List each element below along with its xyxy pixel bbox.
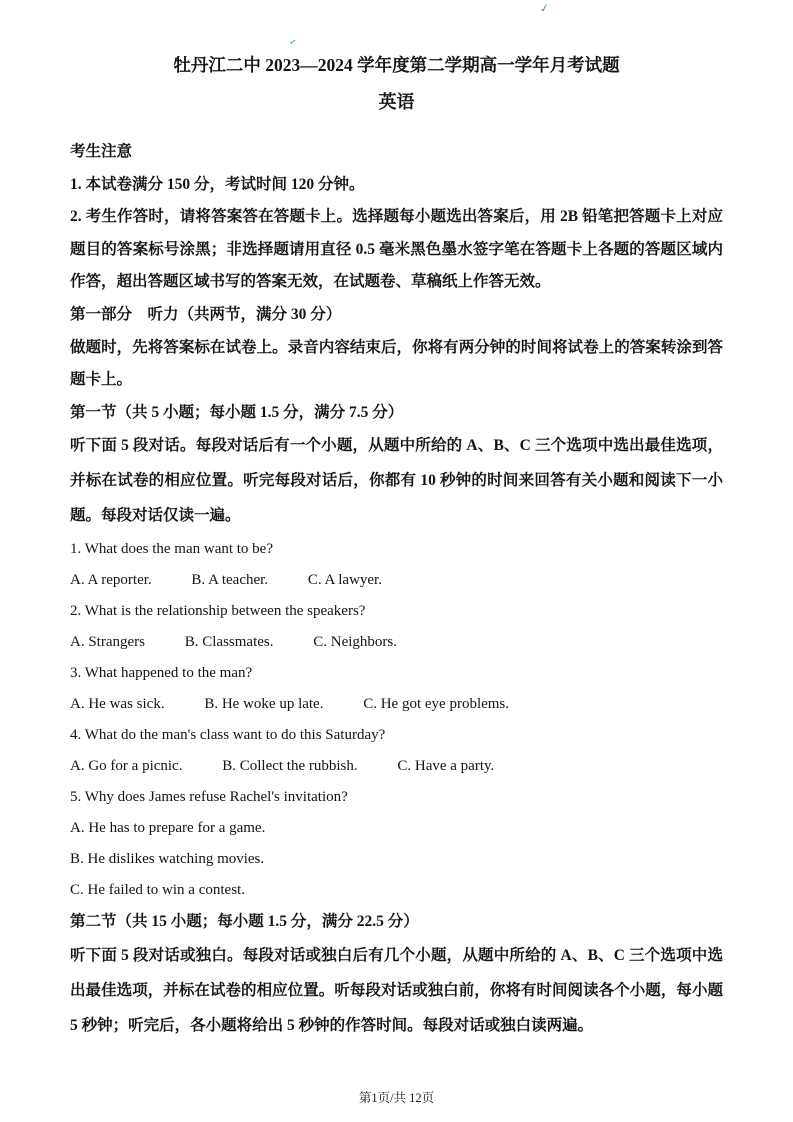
section2-heading: 第二节（共 15 小题；每小题 1.5 分，满分 22.5 分） bbox=[70, 913, 419, 931]
question-2-options bbox=[70, 627, 723, 658]
question-2-option-c: C. Neighbors. bbox=[313, 633, 397, 650]
question-4-options bbox=[70, 751, 723, 782]
question-5-option-b: B. He dislikes watching movies. bbox=[70, 851, 265, 868]
question-5-option-a: A. He has to prepare for a game. bbox=[70, 820, 266, 837]
question-1-text: 1. What does the man want to be? bbox=[70, 540, 273, 557]
question-2-option-b: B. Classmates. bbox=[184, 633, 274, 650]
question-3-options bbox=[70, 689, 723, 720]
question-4-option-a: A. Go for a picnic. bbox=[70, 758, 183, 775]
question-1-options bbox=[70, 565, 723, 596]
question-5-text: 5. Why does James refuse Rachel's invitation? bbox=[70, 789, 348, 806]
notice-item-2: 2. 考生作答时，请将答案答在答题卡上。选择题每小题选出答案后，用 2B 铅笔把答题卡上对应题目的答案标号涂黑；非选择题请用直径 0.5 毫米黑色墨水签字笔在答题卡上各题的答题区域内作答，超出答题区域书写的答案无效，在试题卷、草稿纸上作答无效。 bbox=[70, 208, 723, 291]
question-1-option-a: A. A reporter. bbox=[70, 571, 152, 588]
question-block-4 bbox=[70, 720, 723, 782]
question-block-1 bbox=[70, 534, 723, 596]
question-4-option-c: C. Have a party. bbox=[397, 758, 495, 775]
green-artifact-mark-title: ✓ bbox=[288, 36, 298, 48]
question-block-2 bbox=[70, 596, 723, 658]
part1-note: 做题时，先将答案标在试卷上。录音内容结束后，你将有两分钟的时间将试卷上的答案转涂到答题卡上。 bbox=[70, 338, 723, 389]
section2-instructions: 听下面 5 段对话或独白。每段对话或独白后有几个小题，从题中所给的 A、B、C 三个选项中选出最佳选项，并标在试卷的相应位置。听每段对话或独白前，你将有时间阅读各个小题，每小题 5 秒钟；听完后，各小题将给出 5 秒钟的作答时间。每段对话或独白读两遍。 bbox=[70, 946, 723, 1034]
question-3-option-c: C. He got eye problems. bbox=[363, 696, 510, 713]
question-3-text: 3. What happened to the man? bbox=[70, 664, 253, 681]
question-2-option-a: A. Strangers bbox=[70, 633, 145, 650]
question-4-option-b: B. Collect the rubbish. bbox=[222, 758, 358, 775]
notice-heading: 考生注意 bbox=[70, 143, 133, 161]
question-1-option-c: C. A lawyer. bbox=[307, 571, 382, 588]
question-block-3 bbox=[70, 658, 723, 720]
question-2-text: 2. What is the relationship between the speakers? bbox=[70, 602, 366, 619]
question-5-option-c: C. He failed to win a contest. bbox=[70, 882, 245, 899]
section1-heading: 第一节（共 5 小题；每小题 1.5 分，满分 7.5 分） bbox=[70, 403, 404, 421]
question-3-option-a: A. He was sick. bbox=[70, 696, 165, 713]
question-3-option-b: B. He woke up late. bbox=[204, 696, 324, 713]
page-footer: 第1页/共 12页 bbox=[358, 1091, 435, 1105]
question-block-5 bbox=[70, 782, 723, 906]
question-4-text: 4. What do the man's class want to do this Saturday? bbox=[70, 727, 386, 744]
notice-item-1: 1. 本试卷满分 150 分，考试时间 120 分钟。 bbox=[70, 175, 365, 193]
part1-heading: 第一部分 听力（共两节，满分 30 分） bbox=[70, 305, 342, 323]
subject-title: 英语 bbox=[378, 92, 415, 113]
section1-instructions: 听下面 5 段对话。每段对话后有一个小题，从题中所给的 A、B、C 三个选项中选出最佳选项，并标在试卷的相应位置。听完每段对话后，你都有 10 秒钟的时间来回答有关小题和阅读下一小题。每段对话仅读一遍。 bbox=[70, 437, 723, 524]
green-artifact-mark-top: ✓ bbox=[539, 2, 550, 16]
question-1-option-b: B. A teacher. bbox=[191, 571, 269, 588]
exam-title: 牡丹江二中 2023—2024 学年度第二学期高一学年月考试题 bbox=[173, 55, 620, 75]
